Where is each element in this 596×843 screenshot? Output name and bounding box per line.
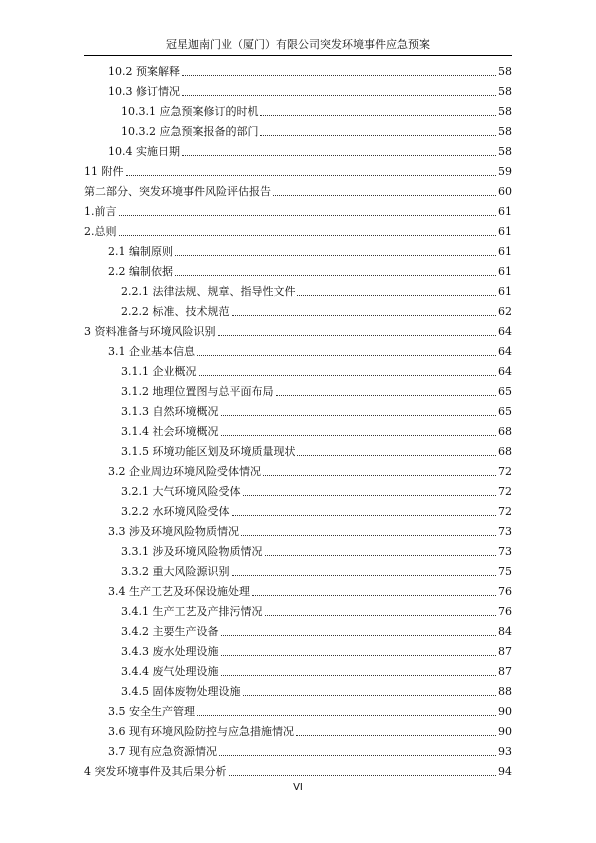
toc-entry-title: 3.3 涉及环境风险物质情况 (108, 525, 239, 538)
toc-entry-title: 3.4.4 废气处理设施 (121, 665, 219, 678)
toc-entry-page: 72 (498, 485, 512, 498)
toc-entry-page: 61 (498, 205, 512, 218)
toc-leader-dots (241, 535, 496, 536)
toc-entry-title: 10.3.1 应急预案修订的时机 (121, 105, 259, 118)
toc-entry-title: 3.4 生产工艺及环保设施处理 (108, 585, 250, 598)
toc-leader-dots (199, 375, 497, 376)
toc-entry[interactable] (84, 519, 512, 539)
toc-entry[interactable] (84, 339, 512, 359)
table-of-contents (84, 59, 512, 779)
toc-entry-page: 73 (498, 545, 512, 558)
toc-leader-dots (276, 395, 497, 396)
toc-entry[interactable] (84, 359, 512, 379)
toc-leader-dots (221, 435, 497, 436)
toc-leader-dots (243, 495, 497, 496)
toc-entry-page: 94 (498, 765, 512, 778)
page-number: VI (293, 782, 303, 793)
toc-entry[interactable] (84, 699, 512, 719)
toc-entry-title: 2.1 编制原则 (108, 245, 173, 258)
toc-entry-title: 3.5 安全生产管理 (108, 705, 195, 718)
toc-entry-page: 76 (498, 605, 512, 618)
toc-leader-dots (260, 135, 496, 136)
toc-entry[interactable] (84, 479, 512, 499)
toc-entry[interactable] (84, 599, 512, 619)
toc-leader-dots (232, 515, 497, 516)
toc-entry-title: 2.2.2 标准、技术规范 (121, 305, 230, 318)
toc-entry-title: 10.4 实施日期 (108, 145, 180, 158)
toc-entry-page: 62 (498, 305, 512, 318)
toc-entry-page: 58 (498, 145, 512, 158)
toc-leader-dots (197, 715, 496, 716)
toc-entry[interactable] (84, 159, 512, 179)
toc-entry-page: 59 (498, 165, 512, 178)
toc-leader-dots (218, 335, 497, 336)
toc-entry-page: 65 (498, 385, 512, 398)
toc-entry-title: 10.2 预案解释 (108, 65, 180, 78)
toc-entry-page: 75 (498, 565, 512, 578)
toc-entry-title: 3.1.5 环境功能区划及环境质量现状 (121, 445, 296, 458)
toc-entry[interactable] (84, 639, 512, 659)
toc-entry-title: 2.总则 (84, 225, 117, 238)
toc-entry-title: 3.3.1 涉及环境风险物质情况 (121, 545, 263, 558)
toc-leader-dots (273, 195, 496, 196)
toc-entry[interactable] (84, 319, 512, 339)
toc-leader-dots (263, 475, 496, 476)
toc-entry[interactable] (84, 719, 512, 739)
toc-entry[interactable] (84, 79, 512, 99)
toc-entry-title: 3.1 企业基本信息 (108, 345, 195, 358)
toc-leader-dots (297, 455, 496, 456)
toc-entry[interactable] (84, 739, 512, 759)
toc-entry-page: 72 (498, 505, 512, 518)
toc-entry-page: 68 (498, 445, 512, 458)
toc-leader-dots (221, 415, 497, 416)
toc-entry-page: 58 (498, 105, 512, 118)
toc-entry-title: 3.2.2 水环境风险受体 (121, 505, 230, 518)
toc-leader-dots (265, 615, 497, 616)
page-header: 冠星迦南门业（厦门）有限公司突发环境事件应急预案 (166, 38, 430, 51)
toc-entry-page: 68 (498, 425, 512, 438)
toc-entry-title: 2.2.1 法律法规、规章、指导性文件 (121, 285, 296, 298)
toc-leader-dots (297, 295, 496, 296)
toc-entry-page: 84 (498, 625, 512, 638)
toc-leader-dots (119, 235, 497, 236)
toc-entry-page: 72 (498, 465, 512, 478)
toc-entry[interactable] (84, 219, 512, 239)
toc-entry[interactable] (84, 59, 512, 79)
toc-leader-dots (221, 655, 497, 656)
toc-entry-title: 3.4.1 生产工艺及产排污情况 (121, 605, 263, 618)
toc-leader-dots (119, 215, 497, 216)
toc-entry-page: 65 (498, 405, 512, 418)
toc-leader-dots (182, 95, 496, 96)
toc-entry-title: 3 资料准备与环境风险识别 (84, 325, 216, 338)
toc-leader-dots (265, 555, 497, 556)
toc-entry[interactable] (84, 759, 512, 779)
toc-entry[interactable] (84, 499, 512, 519)
toc-entry[interactable] (84, 399, 512, 419)
toc-entry-title: 3.4.5 固体废物处理设施 (121, 685, 241, 698)
toc-leader-dots (221, 675, 497, 676)
toc-entry[interactable] (84, 659, 512, 679)
toc-entry-title: 2.2 编制依据 (108, 265, 173, 278)
toc-entry-title: 10.3 修订情况 (108, 85, 180, 98)
toc-entry-page: 61 (498, 245, 512, 258)
toc-entry-page: 90 (498, 725, 512, 738)
toc-entry-page: 88 (498, 685, 512, 698)
toc-entry[interactable] (84, 459, 512, 479)
toc-entry-page: 58 (498, 85, 512, 98)
toc-leader-dots (182, 155, 496, 156)
toc-entry[interactable] (84, 439, 512, 459)
toc-entry-page: 58 (498, 65, 512, 78)
toc-entry-title: 3.1.1 企业概况 (121, 365, 197, 378)
toc-leader-dots (221, 635, 497, 636)
toc-entry-title: 3.6 现有环境风险防控与应急措施情况 (108, 725, 294, 738)
toc-entry-title: 3.1.4 社会环境概况 (121, 425, 219, 438)
toc-leader-dots (260, 115, 496, 116)
toc-entry[interactable] (84, 619, 512, 639)
toc-entry[interactable] (84, 99, 512, 119)
toc-entry-page: 76 (498, 585, 512, 598)
toc-entry[interactable] (84, 239, 512, 259)
toc-entry[interactable] (84, 299, 512, 319)
toc-entry-title: 3.1.3 自然环境概况 (121, 405, 219, 418)
toc-entry-page: 60 (498, 185, 512, 198)
toc-entry-title: 3.4.3 废水处理设施 (121, 645, 219, 658)
toc-entry[interactable] (84, 579, 512, 599)
toc-entry-page: 64 (498, 365, 512, 378)
toc-leader-dots (126, 175, 497, 176)
toc-leader-dots (175, 275, 496, 276)
toc-entry-title: 第二部分、突发环境事件风险评估报告 (84, 185, 271, 198)
toc-leader-dots (182, 75, 496, 76)
toc-leader-dots (243, 695, 497, 696)
toc-entry[interactable] (84, 679, 512, 699)
toc-entry[interactable] (84, 539, 512, 559)
toc-entry-page: 61 (498, 285, 512, 298)
toc-entry-page: 61 (498, 225, 512, 238)
toc-entry[interactable] (84, 379, 512, 399)
toc-entry-page: 73 (498, 525, 512, 538)
toc-entry-title: 1.前言 (84, 205, 117, 218)
toc-entry[interactable] (84, 139, 512, 159)
toc-entry[interactable] (84, 119, 512, 139)
toc-entry[interactable] (84, 199, 512, 219)
toc-leader-dots (252, 595, 496, 596)
toc-entry-page: 61 (498, 265, 512, 278)
toc-entry-page: 58 (498, 125, 512, 138)
toc-leader-dots (219, 755, 496, 756)
toc-entry-title: 3.4.2 主要生产设备 (121, 625, 219, 638)
toc-entry-page: 90 (498, 705, 512, 718)
toc-entry-title: 10.3.2 应急预案报备的部门 (121, 125, 259, 138)
toc-entry[interactable] (84, 419, 512, 439)
toc-leader-dots (232, 315, 497, 316)
toc-leader-dots (197, 355, 496, 356)
header-rule (84, 55, 512, 56)
toc-leader-dots (175, 255, 496, 256)
toc-entry-page: 64 (498, 345, 512, 358)
toc-entry-title: 3.3.2 重大风险源识别 (121, 565, 230, 578)
toc-entry-title: 3.1.2 地理位置图与总平面布局 (121, 385, 274, 398)
toc-entry[interactable] (84, 279, 512, 299)
toc-entry-title: 3.7 现有应急资源情况 (108, 745, 217, 758)
toc-entry-page: 93 (498, 745, 512, 758)
toc-leader-dots (232, 575, 497, 576)
toc-entry-page: 87 (498, 665, 512, 678)
toc-entry-title: 3.2.1 大气环境风险受体 (121, 485, 241, 498)
toc-entry-title: 11 附件 (84, 165, 124, 178)
toc-entry[interactable] (84, 179, 512, 199)
toc-entry-page: 87 (498, 645, 512, 658)
toc-leader-dots (229, 775, 497, 776)
toc-entry[interactable] (84, 559, 512, 579)
toc-entry-page: 64 (498, 325, 512, 338)
toc-entry[interactable] (84, 259, 512, 279)
toc-leader-dots (296, 735, 496, 736)
toc-entry-title: 4 突发环境事件及其后果分析 (84, 765, 227, 778)
toc-entry-title: 3.2 企业周边环境风险受体情况 (108, 465, 261, 478)
